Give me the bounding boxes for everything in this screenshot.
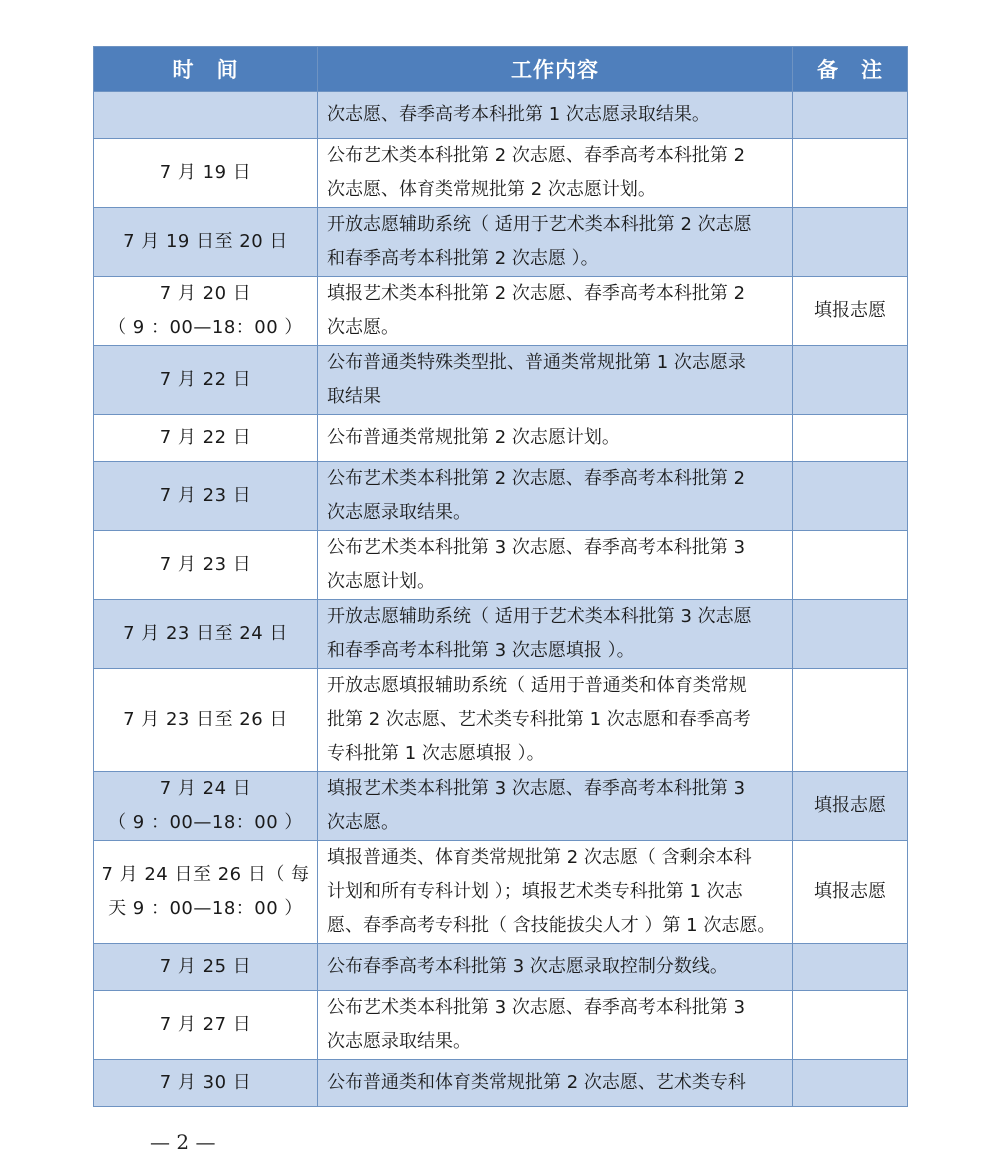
note-cell — [793, 531, 908, 600]
table-header — [94, 47, 908, 92]
table-row — [94, 208, 908, 277]
content-cell — [318, 92, 793, 139]
content-cell — [318, 462, 793, 531]
content-cell — [318, 600, 793, 669]
time-line: （ 9 ：00—18：00 ） — [108, 317, 303, 338]
content-line: 公布普通类和体育类常规批第 2 次志愿、艺术类专科 — [327, 1072, 746, 1093]
content-line: 公布艺术类本科批第 3 次志愿、春季高考本科批第 3 — [327, 997, 746, 1018]
content-line: 开放志愿辅助系统（ 适用于艺术类本科批第 3 次志愿 — [327, 606, 752, 627]
table-row — [94, 1060, 908, 1107]
note-cell: 填报志愿 — [793, 841, 908, 944]
time-cell — [94, 531, 318, 600]
time-line: 7 月 23 日至 26 日 — [123, 709, 288, 730]
content-line: 填报艺术类本科批第 2 次志愿、春季高考本科批第 2 — [327, 283, 746, 304]
note-cell: 填报志愿 — [793, 277, 908, 346]
note-cell — [793, 415, 908, 462]
table-row — [94, 772, 908, 841]
time-line: 7 月 25 日 — [159, 956, 252, 977]
content-line: 开放志愿辅助系统（ 适用于艺术类本科批第 2 次志愿 — [327, 214, 752, 235]
time-cell — [94, 944, 318, 991]
note-cell — [793, 208, 908, 277]
content-line: 次志愿。 — [327, 317, 399, 338]
time-line: 天 9 ：00—18：00 ） — [108, 898, 303, 919]
note-cell — [793, 991, 908, 1060]
content-cell — [318, 277, 793, 346]
content-line: 批第 2 次志愿、艺术类专科批第 1 次志愿和春季高考 — [327, 709, 751, 730]
header-time: 时 间 — [94, 47, 318, 92]
table-row — [94, 669, 908, 772]
time-cell — [94, 277, 318, 346]
time-cell — [94, 600, 318, 669]
time-line: 7 月 23 日 — [159, 485, 252, 506]
content-cell — [318, 841, 793, 944]
content-cell — [318, 139, 793, 208]
content-line: 公布艺术类本科批第 2 次志愿、春季高考本科批第 2 — [327, 145, 746, 166]
content-line: 公布春季高考本科批第 3 次志愿录取控制分数线。 — [327, 956, 728, 977]
table-row — [94, 139, 908, 208]
time-cell — [94, 841, 318, 944]
content-line: 公布艺术类本科批第 3 次志愿、春季高考本科批第 3 — [327, 537, 746, 558]
table-row — [94, 92, 908, 139]
table-row — [94, 415, 908, 462]
note-cell — [793, 139, 908, 208]
time-line: 7 月 19 日至 20 日 — [123, 231, 288, 252]
content-line: 计划和所有专科计划 ）；填报艺术类专科批第 1 次志 — [327, 881, 743, 902]
time-line: 7 月 23 日至 24 日 — [123, 623, 288, 644]
note-cell: 填报志愿 — [793, 772, 908, 841]
content-line: 和春季高考本科批第 3 次志愿填报 ）。 — [327, 640, 635, 661]
table-body — [94, 92, 908, 1107]
table-row — [94, 462, 908, 531]
time-cell — [94, 139, 318, 208]
content-line: 填报普通类、体育类常规批第 2 次志愿（ 含剩余本科 — [327, 847, 752, 868]
content-cell — [318, 1060, 793, 1107]
content-line: 开放志愿填报辅助系统（ 适用于普通类和体育类常规 — [327, 675, 747, 696]
table-row — [94, 531, 908, 600]
content-line: 填报艺术类本科批第 3 次志愿、春季高考本科批第 3 — [327, 778, 746, 799]
content-line: 次志愿计划。 — [327, 571, 435, 592]
table-header-row — [94, 47, 908, 92]
table-row — [94, 944, 908, 991]
time-cell — [94, 1060, 318, 1107]
content-line: 次志愿、体育类常规批第 2 次志愿计划。 — [327, 179, 656, 200]
content-line: 次志愿录取结果。 — [327, 502, 471, 523]
table-row — [94, 841, 908, 944]
table-row — [94, 277, 908, 346]
note-cell — [793, 346, 908, 415]
time-cell — [94, 415, 318, 462]
content-line: 取结果 — [327, 386, 381, 407]
content-line: 公布普通类特殊类型批、普通类常规批第 1 次志愿录 — [327, 352, 746, 373]
note-cell — [793, 600, 908, 669]
note-cell — [793, 92, 908, 139]
content-line: 专科批第 1 次志愿填报 ）。 — [327, 743, 545, 764]
content-line: 愿、春季高考专科批（ 含技能拔尖人才 ）第 1 次志愿。 — [327, 915, 776, 936]
content-cell — [318, 415, 793, 462]
time-cell — [94, 991, 318, 1060]
content-cell — [318, 346, 793, 415]
content-line: 公布普通类常规批第 2 次志愿计划。 — [327, 427, 620, 448]
time-cell — [94, 669, 318, 772]
time-line: 7 月 22 日 — [159, 369, 252, 390]
header-note: 备 注 — [793, 47, 908, 92]
table-row — [94, 346, 908, 415]
content-line: 次志愿。 — [327, 812, 399, 833]
time-line: 7 月 23 日 — [159, 554, 252, 575]
schedule-table — [93, 46, 908, 1107]
content-cell — [318, 772, 793, 841]
time-line: 7 月 30 日 — [159, 1072, 252, 1093]
content-line: 次志愿、春季高考本科批第 1 次志愿录取结果。 — [327, 104, 710, 125]
page-number: — 2 — — [150, 1130, 216, 1154]
content-cell — [318, 944, 793, 991]
time-line: 7 月 27 日 — [159, 1014, 252, 1035]
time-cell — [94, 462, 318, 531]
time-line: 7 月 22 日 — [159, 427, 252, 448]
content-line: 和春季高考本科批第 2 次志愿 ）。 — [327, 248, 599, 269]
content-cell — [318, 531, 793, 600]
time-line: 7 月 19 日 — [159, 162, 252, 183]
content-cell — [318, 208, 793, 277]
content-cell — [318, 991, 793, 1060]
content-cell — [318, 669, 793, 772]
time-cell — [94, 346, 318, 415]
time-line: （ 9 ：00—18：00 ） — [108, 812, 303, 833]
note-cell — [793, 944, 908, 991]
content-line: 公布艺术类本科批第 2 次志愿、春季高考本科批第 2 — [327, 468, 746, 489]
time-line: 7 月 24 日至 26 日（ 每 — [101, 864, 310, 885]
time-cell — [94, 92, 318, 139]
note-cell — [793, 462, 908, 531]
content-line: 次志愿录取结果。 — [327, 1031, 471, 1052]
note-cell — [793, 1060, 908, 1107]
time-line: 7 月 24 日 — [159, 778, 252, 799]
time-cell — [94, 772, 318, 841]
header-content: 工作内容 — [318, 47, 793, 92]
time-cell — [94, 208, 318, 277]
time-line: 7 月 20 日 — [159, 283, 252, 304]
table-row — [94, 600, 908, 669]
note-cell — [793, 669, 908, 772]
table-row — [94, 991, 908, 1060]
